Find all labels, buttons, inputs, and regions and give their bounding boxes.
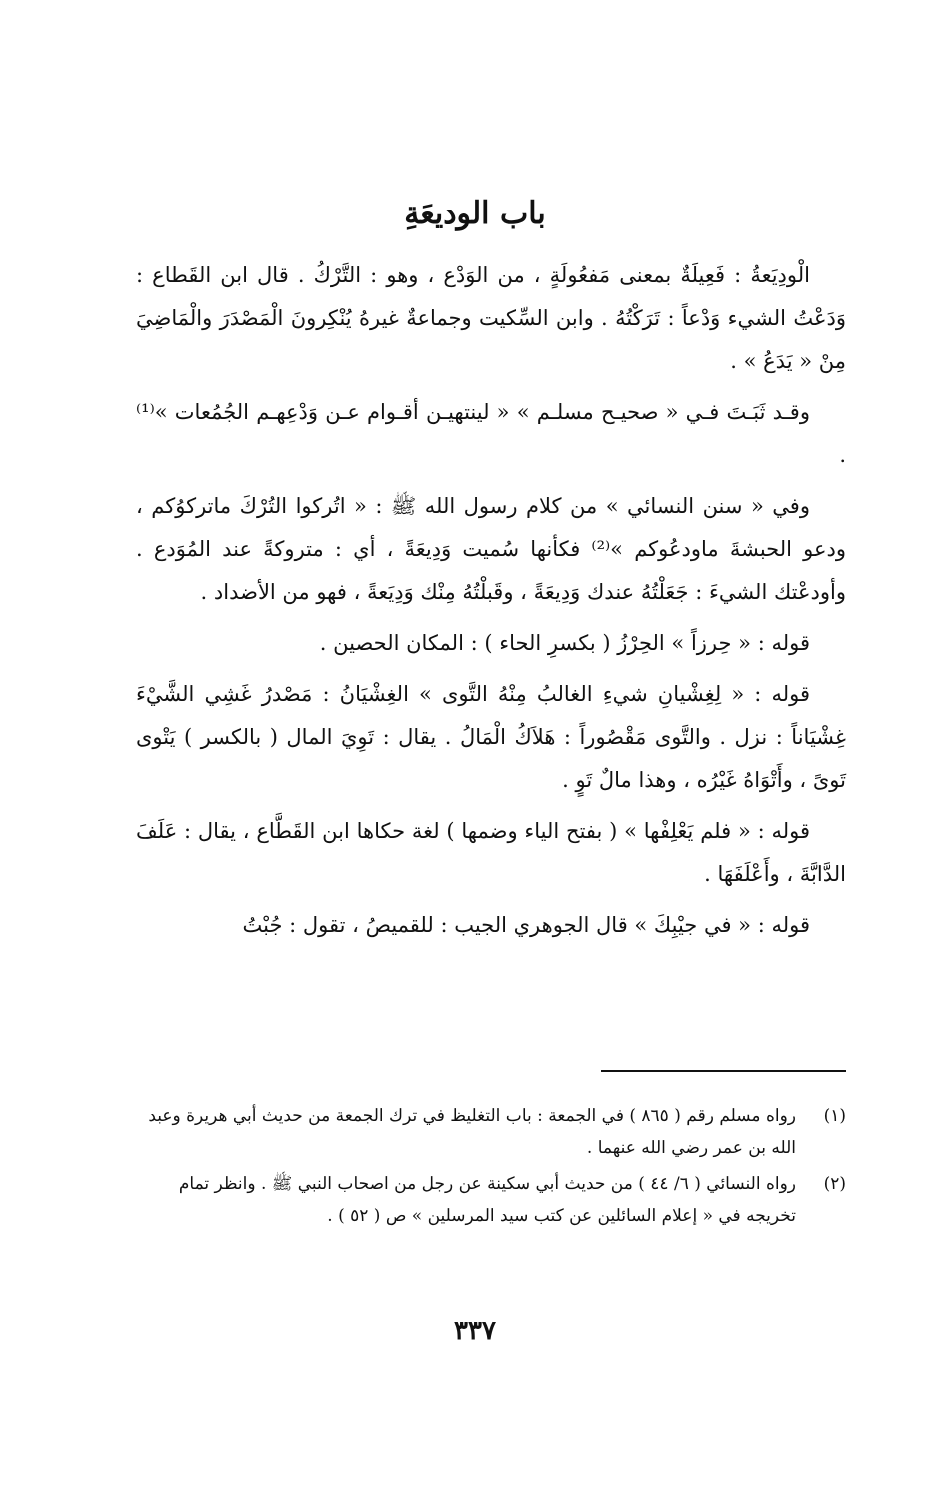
page-number: ٣٣٧: [454, 1316, 496, 1346]
chapter-title: باب الوديعَةِ: [404, 196, 546, 231]
paragraph-alaf: قوله : « فلم يَعْلِفْها » ( بفتح الياء وضمها ) لغة حكاها ابن القَطَّاع ، يقال : عَلَفَ الدَّابَّةَ ، وأَعْلَفَهَا .: [136, 819, 846, 886]
paragraph-definition: الْودِيَعةُ : فَعِيلَةٌ بمعنى مَفعُولَةٍ ، من الوَدْع ، وهو : التَّرْكُ . قال ابن القَطاع : وَدَعْتُ الشيء وَدْعاً : تَرَكْتُهُ . وابن السِّكيت وجماعةٌ غيرهُ يُنْكِرونَ الْمَصْدَرَ والْمَاضِيَ مِنْ « يَدَعُ » .: [136, 263, 846, 373]
footnote-2: [136, 1168, 846, 1232]
footnote-1: [136, 1100, 846, 1164]
body-text: [136, 254, 846, 955]
paragraph-jayb: قوله : « في جيْبِكَ » قال الجوهري الجيب : للقميصُ ، تقول : جُبْتُ: [242, 913, 810, 937]
footnote-divider: [601, 1070, 846, 1072]
paragraph-ghishyan: قوله : « لِغِشْيانِ شيءِ الغالبُ مِنْهُ التَّوى » الغِشْيَانُ : مَصْدرُ غَشِي الشَّيْءَ غِشْيَاناً : نزل . والتَّوى مَقْصُوراً : هَلاَكُ الْمَالُ . يقال : تَوِيَ المال ( بالكسر ) يَتْوى تَوىً ، وأَتْوَاهُ غَيْرُه ، وهذا مالٌ تَوٍ .: [136, 682, 846, 792]
footnote-text: رواه مسلم رقم ( ٨٦٥ ) في الجمعة : باب التغليظ في ترك الجمعة من حديث أبي هريرة وعبد الله بن عمر رضي الله عنهما .: [148, 1106, 796, 1158]
footnote-number: (٢): [823, 1174, 846, 1194]
footnote-number: (١): [823, 1106, 846, 1126]
footnotes: [136, 1100, 846, 1236]
paragraph-nasai-hadith: وفي « سنن النسائي » من كلام رسول الله ﷺ : « اتُركوا التُرْكَ ماتركوُكم ، ودعو الحبشةَ ماودعُوكم »⁽²⁾ فكأنها سُميت وَدِيعَةً ، أي : متروكةً عند المُوَدع . وأودعْتك الشيءَ : جَعَلْتُهُ عندك وَدِيعَةً ، وقَبلْتُهُ مِنْك وَدِيَعةً ، فهو من الأضداد .: [136, 494, 847, 604]
footnote-text: رواه النسائي ( ٦/ ٤٤ ) من حديث أبي سكينة عن رجل من اصحاب النبي ﷺ . وانظر تمام تخريجه في « إعلام السائلين عن كتب سيد المرسلين » ص ( ٥٢ ) .: [178, 1174, 796, 1226]
paragraph-muslim-hadith: وقـد ثَبَـتَ فـي « صحيـح مسلـم » « لينتهيـن أقـوام عـن وَدْعِهـم الجُمُعات »⁽¹⁾ .: [136, 400, 846, 467]
paragraph-hirz: قوله : « حِرزاً » الحِرْزُ ( بكسرِ الحاء ) : المكان الحصين .: [319, 631, 810, 655]
